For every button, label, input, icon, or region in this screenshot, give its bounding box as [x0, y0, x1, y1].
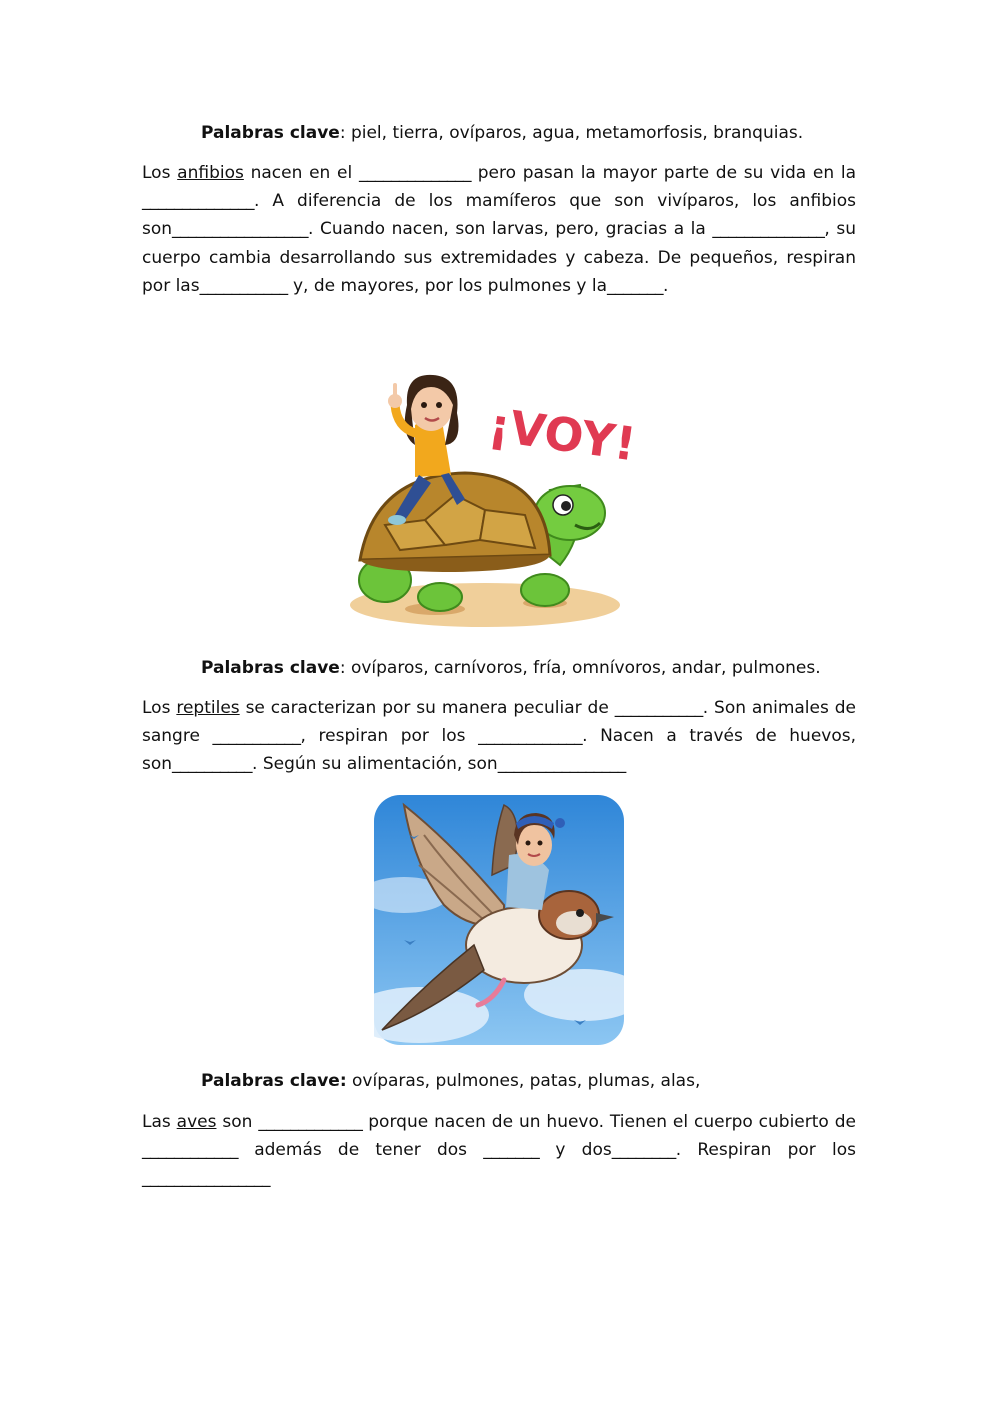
text: son [216, 1112, 259, 1132]
highlight-anfibios: anfibios [177, 163, 244, 183]
keywords-label: Palabras clave: [201, 1071, 347, 1091]
text: Los [142, 698, 177, 718]
keywords-list: : ovíparos, carnívoros, fría, omnívoros, andar, pulmones. [339, 658, 821, 678]
blank-field[interactable]: _____________ [258, 1112, 363, 1132]
text: . Son animales de sangre [142, 698, 857, 747]
keywords-list: ovíparas, pulmones, patas, plumas, alas, [346, 1071, 701, 1091]
turtle-illustration [345, 365, 645, 635]
highlight-reptiles: reptiles [176, 698, 240, 718]
text: Las [142, 1112, 177, 1132]
bird-illustration [374, 795, 624, 1045]
blank-field[interactable]: ______________ [358, 163, 471, 183]
text: . A diferencia de los mamíferos que son vivíparos, los anfibios son [142, 191, 856, 240]
blank-field[interactable]: _____________ [478, 726, 583, 747]
blank-field[interactable]: ____________ [142, 1140, 238, 1161]
voy-text: ¡VOY! [485, 397, 640, 472]
text: . Cuando nacen, son larvas, pero, gracias a la [308, 219, 713, 240]
paragraph-amphibians [142, 159, 856, 300]
highlight-aves: aves [176, 1112, 217, 1132]
text: nacen en el [243, 163, 359, 183]
text: . Según su alimentación, son [252, 754, 498, 775]
blank-field[interactable]: ______________ [712, 219, 825, 240]
blank-field[interactable]: _________________ [172, 219, 309, 240]
text: , su cuerpo cambia desarrollando sus extremidades y cabeza. De pequeños, respiran por las [142, 219, 856, 296]
blank-field[interactable]: ________________ [142, 1168, 270, 1189]
blank-field[interactable]: _______ [483, 1140, 540, 1161]
text: porque nacen de un huevo. Tienen el cuerpo cubierto de [362, 1112, 856, 1132]
keywords-list: : piel, tierra, ovíparos, agua, metamorfosis, branquias. [339, 123, 804, 143]
keywords-reptiles [201, 656, 901, 680]
keywords-label: Palabras clave [201, 123, 340, 143]
blank-field[interactable]: ___________ [614, 698, 703, 718]
paragraph-reptiles [142, 694, 856, 779]
text: . [663, 275, 669, 296]
blank-field[interactable]: _______ [607, 275, 664, 296]
text: pero pasan la mayor parte de su vida en la [470, 163, 856, 183]
text: se caracterizan por su manera peculiar de [239, 698, 615, 718]
blank-field[interactable]: ________ [611, 1140, 676, 1161]
text: Los [142, 163, 178, 183]
turtle-avatar-icon [345, 365, 645, 635]
bird-avatar-icon [374, 795, 624, 1045]
paragraph-birds [142, 1108, 856, 1193]
text: . Respiran por los [675, 1140, 856, 1161]
blank-field[interactable]: __________ [172, 754, 253, 775]
text: y, de mayores, por los pulmones y la [287, 275, 608, 296]
text: además de tener dos [238, 1140, 484, 1161]
blank-field[interactable]: ______________ [142, 191, 254, 212]
keywords-label: Palabras clave [201, 658, 340, 678]
blank-field[interactable]: ___________ [199, 275, 288, 296]
text: . Nacen a través de huevos, son [142, 726, 856, 775]
text: , respiran por los [300, 726, 479, 747]
blank-field[interactable]: ________________ [497, 754, 626, 775]
text: y dos [539, 1140, 612, 1161]
blank-field[interactable]: ___________ [212, 726, 301, 747]
keywords-birds [201, 1069, 901, 1093]
keywords-amphibians [201, 121, 901, 145]
